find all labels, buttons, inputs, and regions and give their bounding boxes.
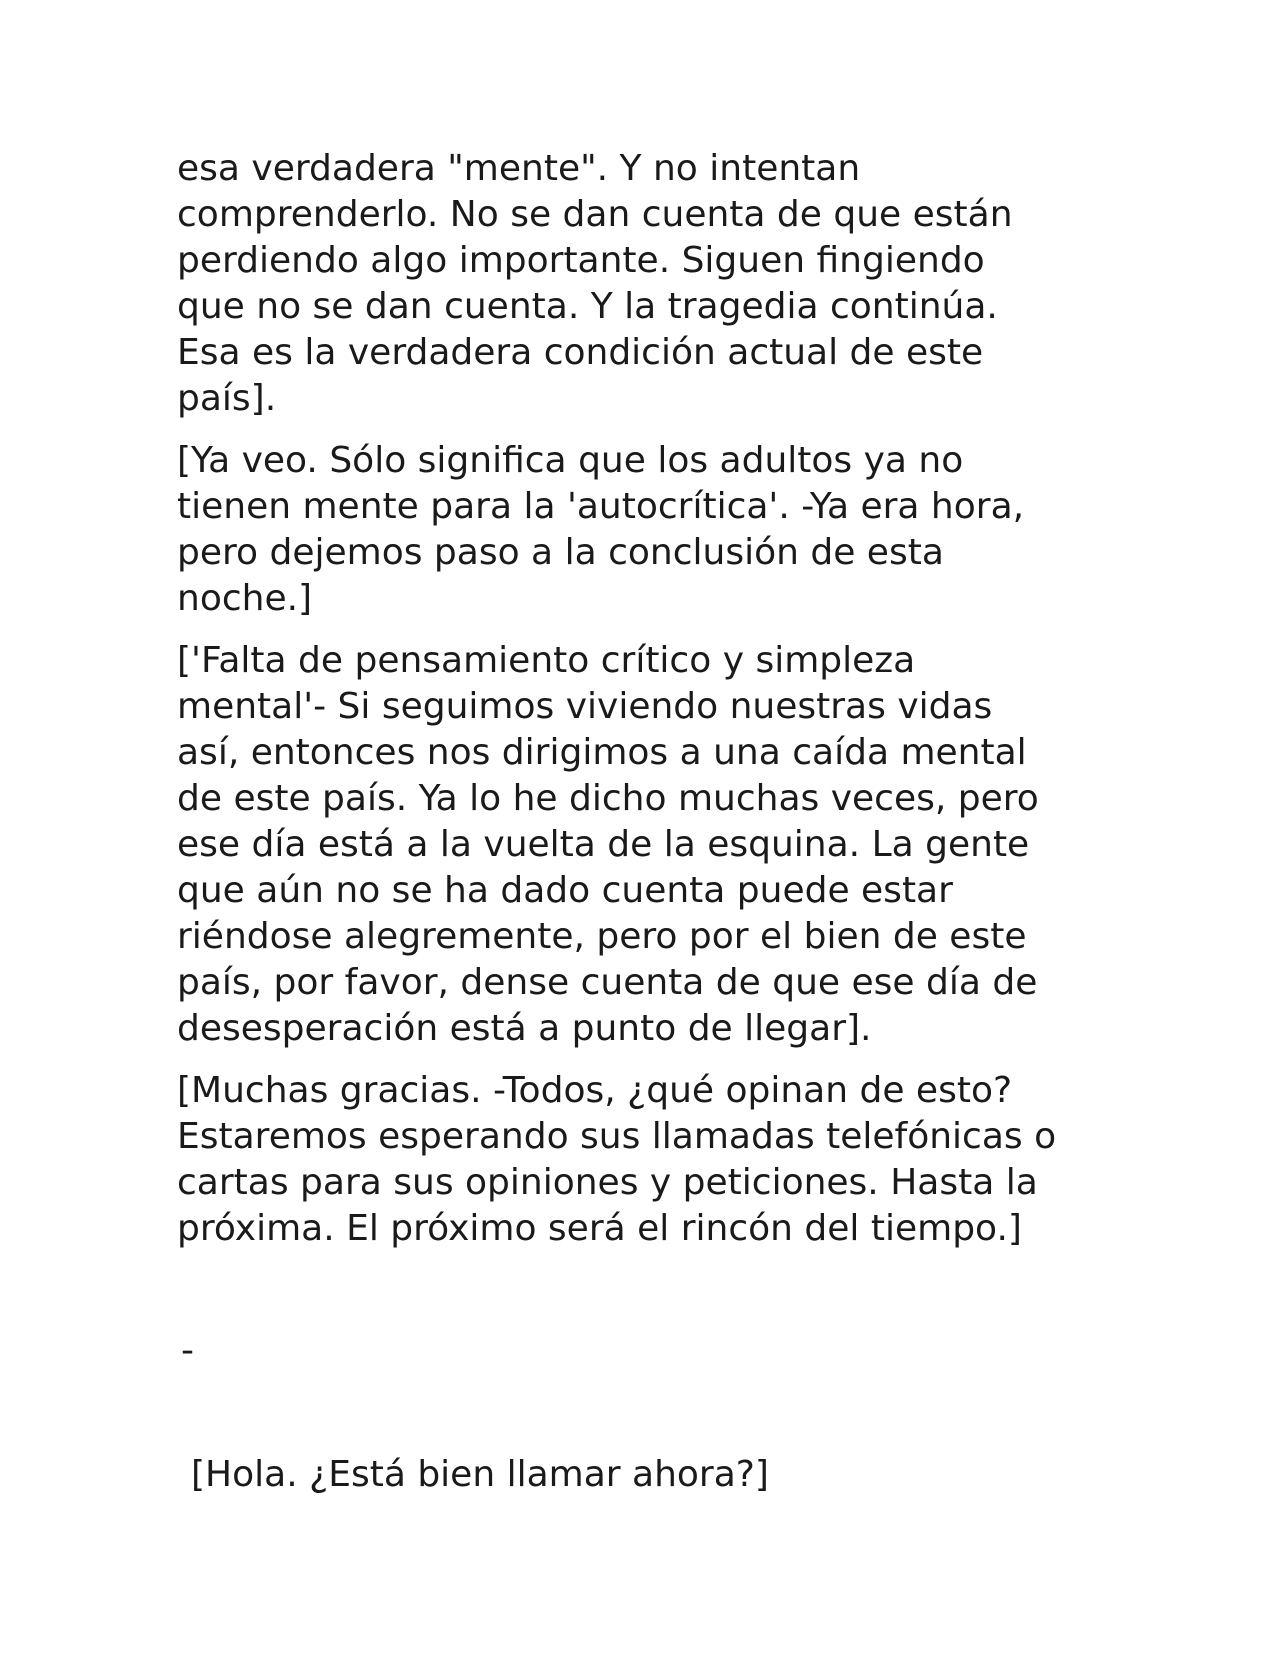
paragraph-3: ['Falta de pensamiento crítico y simpleza mental'- Si seguimos viviendo nuestras vidas así, entonces nos dirigimos a una caída mental de este país. Ya lo he dicho muchas veces, pero ese día está a la vuelta de la esquina. La gente que aún no se ha dado cuenta puede estar riéndose alegremente, pero por el bien de este país, por favor, dense cuenta de que ese día de desesperación está a punto de llegar]. [177, 640, 1039, 1049]
paragraph-2: [Ya veo. Sólo significa que los adultos ya no tienen mente para la 'autocrítica'. -Ya era hora, pero dejemos paso a la conclusión de esta noche.] [177, 440, 1025, 619]
body-text [177, 146, 1117, 1268]
paragraph-1: esa verdadera "mente". Y no intentan comprenderlo. No se dan cuenta de que están perdiendo algo importante. Siguen fingiendo que no se dan cuenta. Y la tragedia continúa. Esa es la verdadera condición actual de este país]. [177, 148, 1013, 419]
paragraph-4: [Muchas gracias. -Todos, ¿qué opinan de esto? Estaremos esperando sus llamadas telefónicas o cartas para sus opiniones y peticiones. Hasta la próxima. El próximo será el rincón del tiempo.] [177, 1070, 1057, 1249]
scene-separator: - [181, 1330, 194, 1371]
final-dialogue-line: [Hola. ¿Está bien llamar ahora?] [191, 1454, 769, 1495]
